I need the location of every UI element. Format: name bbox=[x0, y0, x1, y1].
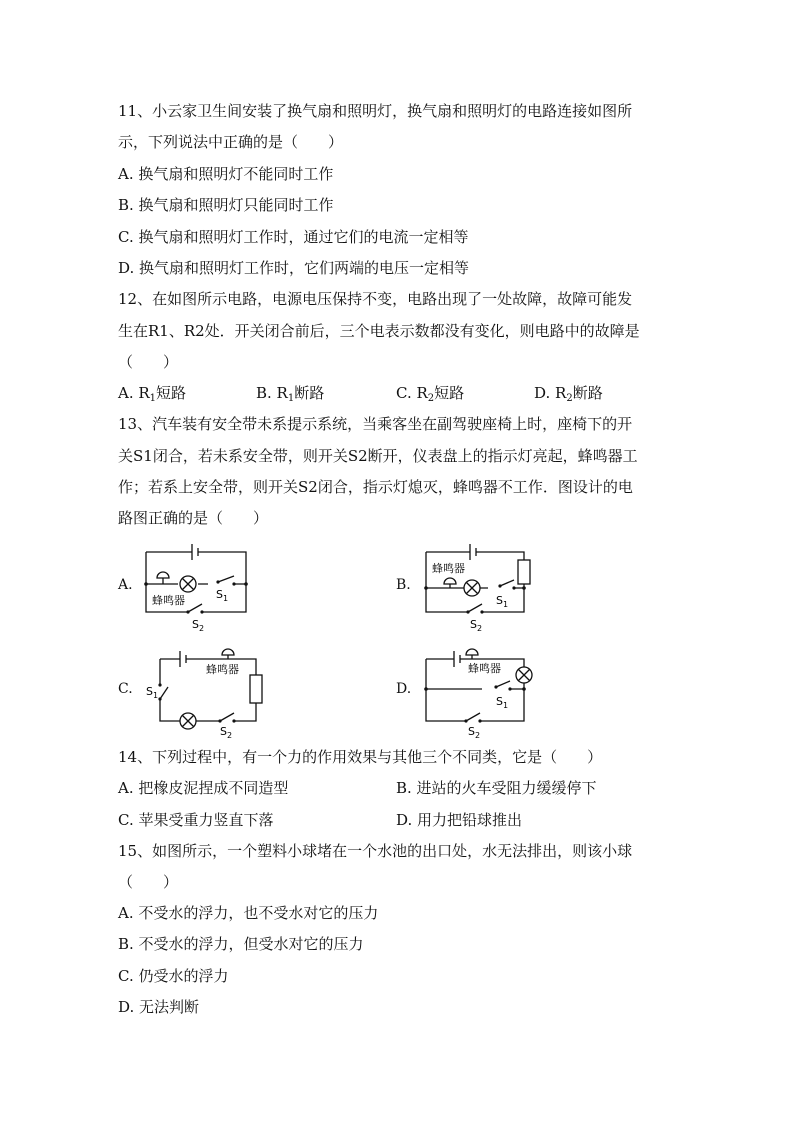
q15-stem-line1: 15、如图所示，一个塑料小球堵在一个水池的出口处，水无法排出，则该小球 bbox=[118, 842, 633, 860]
circuit-c-s2-text: $S_2$ bbox=[220, 725, 233, 740]
circuit-c-s1-text: $S_1$ bbox=[146, 685, 159, 700]
q11-option-c: C. 换气扇和照明灯工作时，通过它们的电流一定相等 bbox=[118, 228, 469, 246]
q11-stem-line2: 示，下列说法中正确的是（ ） bbox=[118, 133, 344, 151]
q15-option-c: C. 仍受水的浮力 bbox=[118, 967, 229, 985]
circuit-b-buzzer-text: 蜂鸣器 bbox=[432, 562, 465, 575]
q12-option-b: B. $R_1$断路 bbox=[256, 384, 325, 404]
circuit-diagram-b bbox=[420, 540, 540, 632]
circuit-b-s1-text: $S_1$ bbox=[496, 594, 509, 609]
q13-stem-line3: 作；若系上安全带，则开关S2闭合，指示灯熄灭，蜂鸣器不工作．图设计的电 bbox=[118, 478, 633, 496]
circuit-c-buzzer-text: 蜂鸣器 bbox=[206, 663, 239, 676]
q14-stem: 14、下列过程中，有一个力的作用效果与其他三个不同类，它是（ ） bbox=[118, 748, 603, 766]
circuit-b-s2-text: $S_2$ bbox=[470, 618, 483, 633]
q15-option-a: A. 不受水的浮力，也不受水对它的压力 bbox=[118, 904, 379, 922]
q11-option-a: A. 换气扇和照明灯不能同时工作 bbox=[118, 165, 334, 183]
circuit-diagram-d bbox=[420, 645, 545, 740]
circuit-a-s1-text: $S_1$ bbox=[216, 588, 229, 603]
q14-option-d: D. 用力把铅球推出 bbox=[396, 811, 523, 829]
circuit-d-s2-text: $S_2$ bbox=[468, 725, 481, 740]
q14-option-b: B. 进站的火车受阻力缓缓停下 bbox=[396, 779, 597, 797]
circuit-b-label: B. bbox=[396, 577, 411, 593]
q13-stem-line2: 关S1闭合，若未系安全带，则开关S2断开，仪表盘上的指示灯亮起，蜂鸣器工 bbox=[118, 447, 638, 465]
q13-stem-line4: 路图正确的是（ ） bbox=[118, 509, 269, 527]
circuit-d-s1-text: $S_1$ bbox=[496, 695, 509, 710]
circuit-a-s2-text: $S_2$ bbox=[192, 618, 205, 633]
q13-stem-line1: 13、汽车装有安全带未系提示系统，当乘客坐在副驾驶座椅上时，座椅下的开 bbox=[118, 415, 633, 433]
circuit-a-buzzer-text: 蜂鸣器 bbox=[152, 594, 185, 607]
q12-stem-line1: 12、在如图所示电路，电源电压保持不变，电路出现了一处故障，故障可能发 bbox=[118, 290, 633, 308]
q12-options bbox=[118, 383, 718, 403]
q11-option-d: D. 换气扇和照明灯工作时，它们两端的电压一定相等 bbox=[118, 259, 470, 277]
q14-option-c: C. 苹果受重力竖直下落 bbox=[118, 811, 274, 829]
q15-stem-line2: （ ） bbox=[118, 873, 179, 891]
circuit-d-label: D. bbox=[396, 681, 412, 697]
circuit-diagram-c bbox=[140, 645, 265, 740]
circuit-diagram-a bbox=[140, 540, 260, 632]
circuit-c-label: C. bbox=[118, 681, 133, 697]
circuit-a-label: A. bbox=[118, 577, 133, 593]
q14-option-a: A. 把橡皮泥捏成不同造型 bbox=[118, 779, 289, 797]
q11-option-b: B. 换气扇和照明灯只能同时工作 bbox=[118, 196, 334, 214]
q12-stem-line2: 生在R1、R2处．开关闭合前后，三个电表示数都没有变化，则电路中的故障是 bbox=[118, 322, 640, 340]
q11-stem-line1: 11、小云家卫生间安装了换气扇和照明灯，换气扇和照明灯的电路连接如图所 bbox=[118, 102, 633, 120]
q12-option-d: D. $R_2$断路 bbox=[534, 384, 603, 404]
q12-option-a: A. $R_1$短路 bbox=[118, 384, 187, 404]
q12-stem-line3: （ ） bbox=[118, 353, 179, 371]
circuit-d-buzzer-text: 蜂鸣器 bbox=[468, 662, 501, 675]
q15-option-d: D. 无法判断 bbox=[118, 998, 200, 1016]
q15-option-b: B. 不受水的浮力，但受水对它的压力 bbox=[118, 935, 364, 953]
q12-option-c: C. $R_2$短路 bbox=[396, 384, 465, 404]
